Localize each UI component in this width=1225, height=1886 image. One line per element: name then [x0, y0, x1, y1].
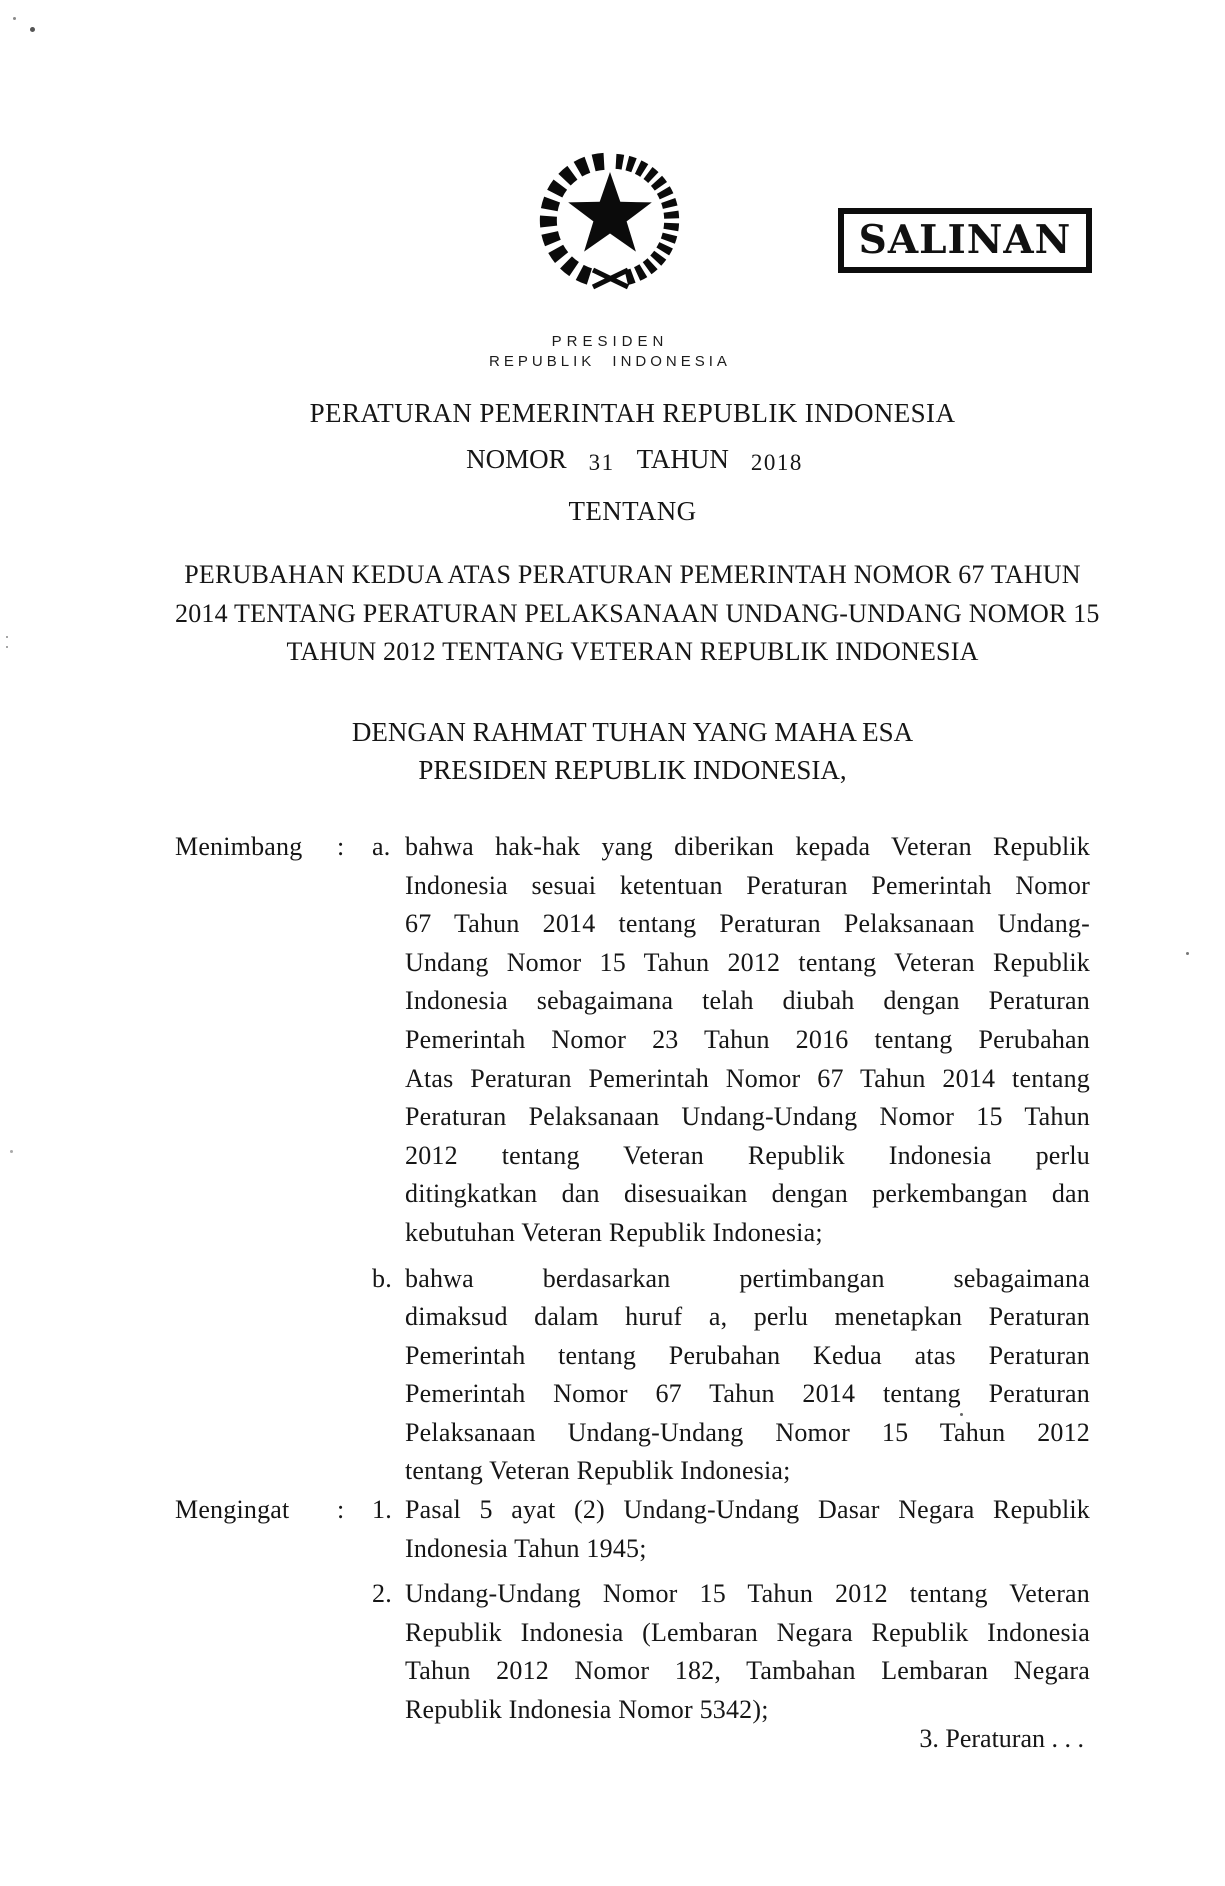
menimbang-item-b: [372, 1260, 1090, 1492]
text-line: Tahun 2012 Nomor 182, Tambahan Lembaran Negara: [405, 1656, 1090, 1686]
text-line: TAHUN 2012 TENTANG VETERAN REPUBLIK INDONESIA: [286, 637, 979, 667]
mengingat-items: [372, 1491, 1090, 1730]
nomor-label: NOMOR: [466, 444, 567, 474]
text-line: Indonesia sesuai ketentuan Peraturan Pemerintah Nomor: [405, 870, 1090, 900]
item-body: [405, 1575, 1090, 1729]
scan-speck: [10, 1150, 13, 1153]
scan-speck: [6, 646, 8, 648]
mengingat-item-2: [372, 1575, 1090, 1729]
item-marker: a.: [372, 831, 391, 861]
text-line: 67 Tahun 2014 tentang Peraturan Pelaksanaan Undang-: [405, 909, 1090, 939]
item-body: [405, 828, 1090, 1253]
tentang-label: TENTANG: [568, 496, 697, 526]
subject-title: [175, 556, 1100, 672]
text-line: Indonesia Tahun 1945;: [405, 1533, 647, 1563]
text-line: Republik Indonesia (Lembaran Negara Republik Indonesia: [405, 1617, 1090, 1647]
text-line: PRESIDEN REPUBLIK INDONESIA,: [418, 755, 847, 786]
text-line: Atas Peraturan Pemerintah Nomor 67 Tahun 2014 tentang: [405, 1063, 1090, 1093]
text-line: DENGAN RAHMAT TUHAN YANG MAHA ESA: [351, 716, 914, 747]
text-line: Pelaksanaan Undang-Undang Nomor 15 Tahun 2012: [405, 1417, 1090, 1447]
doc-number-line: [175, 439, 1090, 481]
letterhead-presiden: PRESIDEN: [551, 333, 669, 350]
tahun-value: 2018: [750, 450, 803, 475]
scan-speck: [1186, 952, 1189, 955]
item-marker: b.: [372, 1263, 392, 1293]
item-marker: 1.: [372, 1495, 392, 1525]
scan-speck: [6, 636, 8, 638]
menimbang-section: [175, 828, 1090, 1491]
text-line: PERUBAHAN KEDUA ATAS PERATURAN PEMERINTAH NOMOR 67 TAHUN: [184, 560, 1081, 589]
document-body: [175, 0, 1100, 1758]
menimbang-items: [372, 828, 1090, 1491]
nomor-value: 31: [588, 450, 615, 475]
mengingat-item-1: [372, 1491, 1090, 1568]
text-line: Pemerintah Nomor 23 Tahun 2016 tentang Perubahan: [405, 1024, 1090, 1054]
text-line: ditingkatkan dan disesuaikan dengan perkembangan dan: [405, 1179, 1090, 1209]
menimbang-colon: :: [337, 831, 345, 861]
text-line: dimaksud dalam huruf a, perlu menetapkan Peraturan: [405, 1302, 1090, 1332]
text-line: bahwa hak-hak yang diberikan kepada Veteran Republik: [405, 831, 1090, 861]
preamble: [175, 713, 1090, 790]
text-line: Peraturan Pelaksanaan Undang-Undang Nomor 15 Tahun: [405, 1102, 1090, 1132]
mengingat-label: Mengingat: [175, 1495, 290, 1525]
menimbang-label: Menimbang: [175, 831, 303, 861]
salinan-stamp-label: SALINAN: [858, 217, 1072, 263]
letterhead-republik-indonesia: REPUBLIK INDONESIA: [489, 353, 731, 370]
item-marker: 2.: [372, 1579, 392, 1609]
text-line: tentang Veteran Republik Indonesia;: [405, 1456, 791, 1486]
text-line: Undang Nomor 15 Tahun 2012 tentang Veteran Republik: [405, 947, 1090, 977]
text-line: Pemerintah Nomor 67 Tahun 2014 tentang Peraturan: [405, 1379, 1090, 1409]
menimbang-item-a: [372, 828, 1090, 1253]
scan-speck: [30, 27, 35, 32]
scan-speck: [13, 17, 16, 20]
text-line: kebutuhan Veteran Republik Indonesia;: [405, 1217, 823, 1247]
mengingat-section: [175, 1491, 1090, 1730]
text-line: Pemerintah tentang Perubahan Kedua atas Peraturan: [405, 1340, 1090, 1370]
text-line: Pasal 5 ayat (2) Undang-Undang Dasar Negara Republik: [405, 1495, 1090, 1525]
text-line: 2012 tentang Veteran Republik Indonesia perlu: [405, 1140, 1090, 1170]
text-line: 2014 TENTANG PERATURAN PELAKSANAAN UNDANG-UNDANG NOMOR 15: [175, 598, 1100, 628]
item-body: [405, 1260, 1090, 1492]
text-line: Undang-Undang Nomor 15 Tahun 2012 tentang Veteran: [405, 1579, 1090, 1609]
mengingat-colon: :: [337, 1495, 345, 1525]
text-line: Republik Indonesia Nomor 5342);: [405, 1695, 769, 1725]
item-body: [405, 1491, 1090, 1568]
doc-title: PERATURAN PEMERINTAH REPUBLIK INDONESIA: [309, 398, 956, 428]
tahun-label: TAHUN: [636, 444, 729, 474]
catchword: 3. Peraturan . . .: [919, 1723, 1084, 1753]
text-line: Indonesia sebagaimana telah diubah dengan Peraturan: [405, 986, 1090, 1016]
text-line: bahwa berdasarkan pertimbangan sebagaimana: [405, 1263, 1090, 1293]
